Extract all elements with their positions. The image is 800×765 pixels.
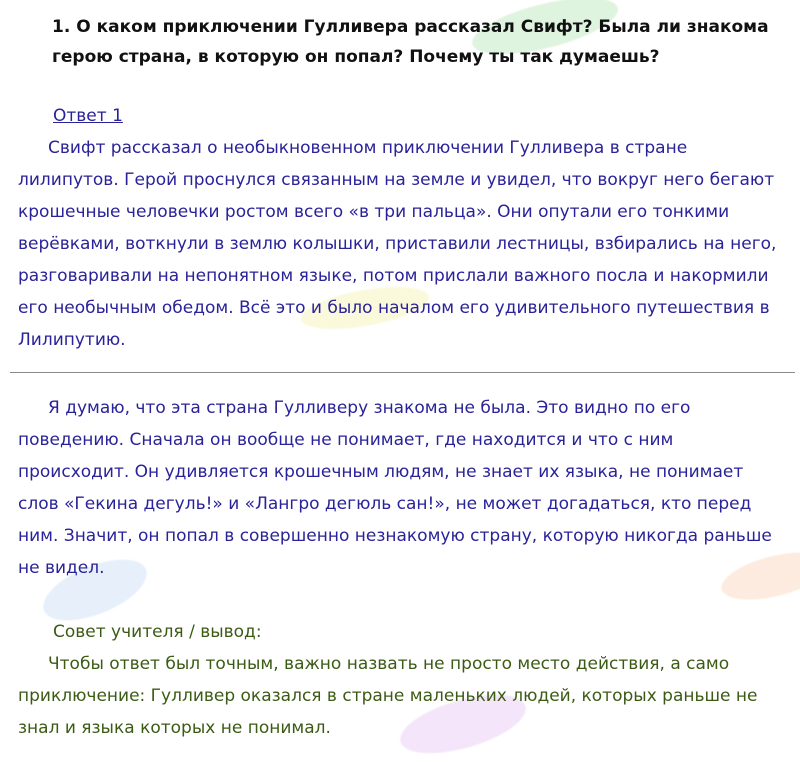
divider xyxy=(10,372,795,373)
advice-text: Чтобы ответ был точным, важно назвать не просто место действия, а само приключение: Гулливер оказался в стране маленьких людей, которых раньше не знал и языка которых не понимал. xyxy=(18,654,758,738)
question-number: 1. xyxy=(52,17,71,37)
advice-title: Совет учителя / вывод: xyxy=(53,622,262,642)
answer-label: Ответ 1 xyxy=(53,106,123,126)
question-text: О каком приключении Гулливера рассказал Свифт? Была ли знакома герою страна, в которую он попал? Почему ты так думаешь? xyxy=(52,17,769,67)
answer-paragraph-1: Свифт рассказал о необыкновенном приключении Гулливера в стране лилипутов. Герой проснулся связанным на земле и увидел, что вокруг него бегают крошечные человечки ростом всего «в три пальца». Они опутали его тонкими верёвками, воткнули в землю колышки, приставили лестницы, взбирались на него, разговаривали на непонятном языке, потом прислали важного посла и накормили его необычным обедом. Всё это и было началом его удивительного путешествия в Лилипутию. xyxy=(18,138,777,350)
question xyxy=(12,12,788,72)
answer-paragraph-2: Я думаю, что эта страна Гулливеру знакома не была. Это видно по его поведению. Сначала он вообще не понимает, где находится и что с ним происходит. Он удивляется крошечным людям, не знает их языка, не понимает слов «Гекина дегуль!» и «Лангро дегюль сан!», не может догадаться, кто перед ним. Значит, он попал в совершенно незнакомую страну, которую никогда раньше не видел. xyxy=(18,398,772,578)
